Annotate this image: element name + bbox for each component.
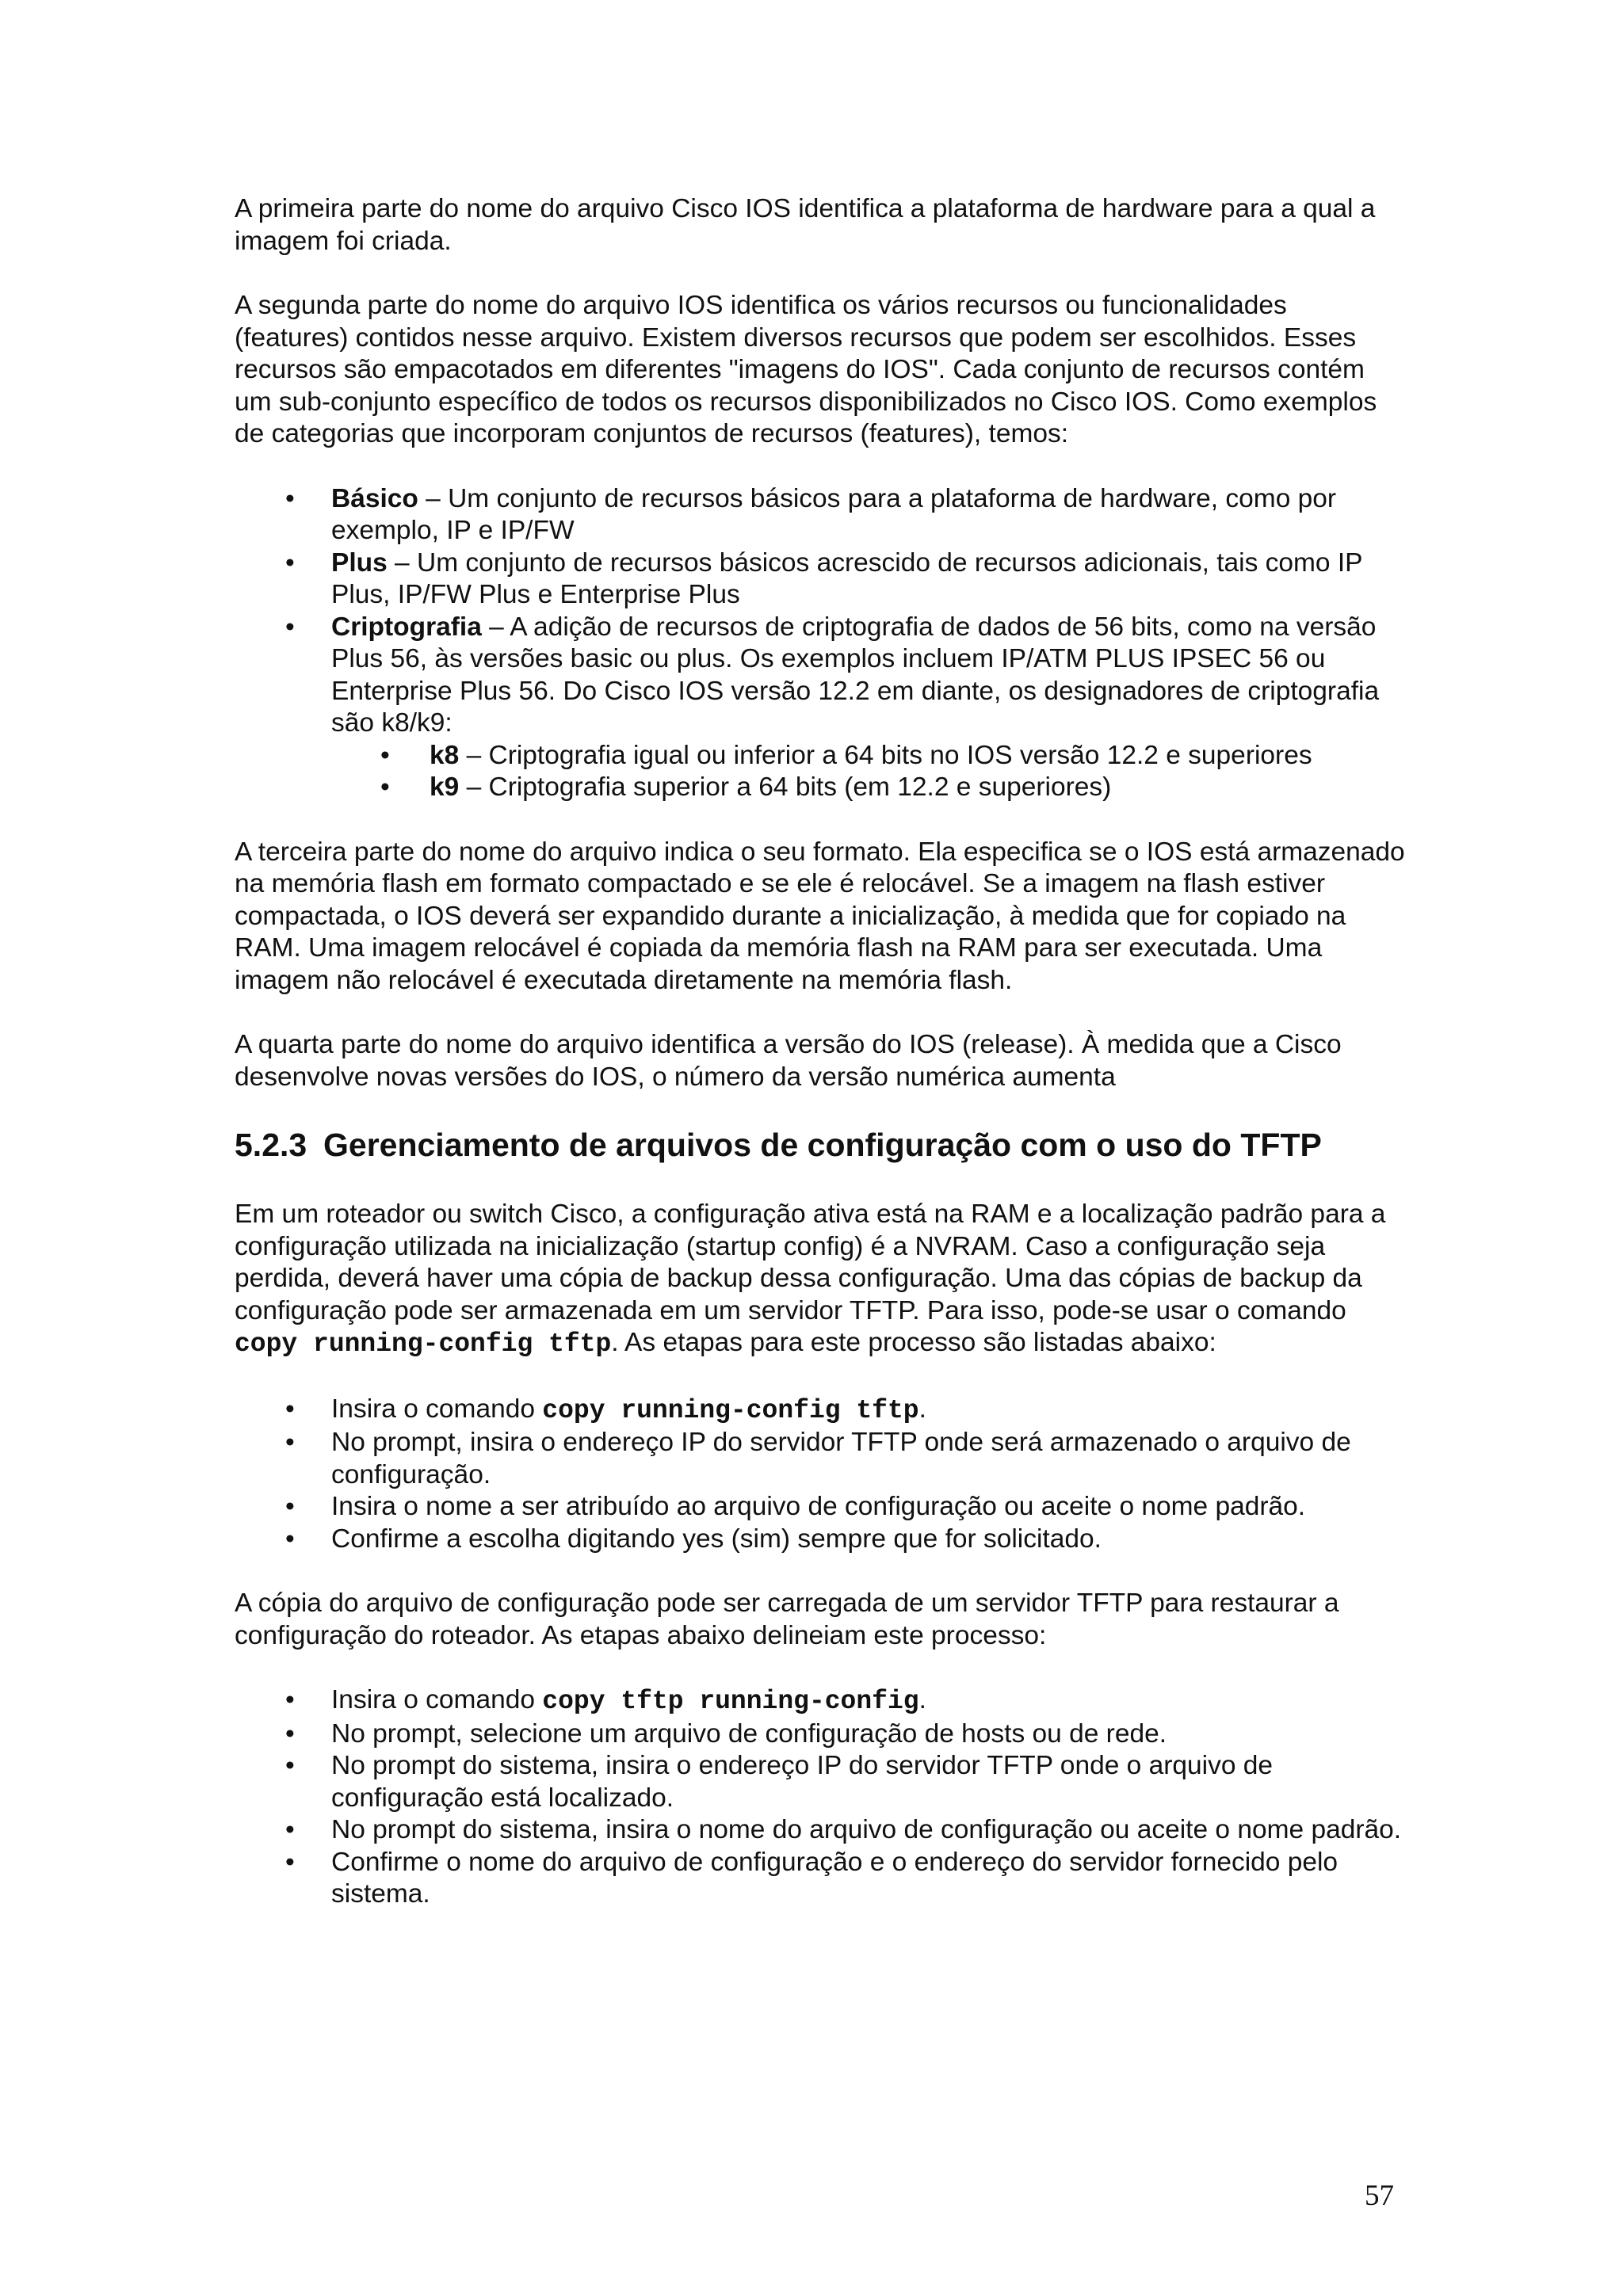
paragraph-version: A quarta parte do nome do arquivo identifica a versão do IOS (release). À medida que a Cisco desenvolve novas versões do IOS, o número da versão numérica aumenta <box>235 1030 1342 1092</box>
paragraph-text: . As etapas para este processo são listadas abaixo: <box>611 1328 1216 1357</box>
document-page <box>235 193 1407 1943</box>
section-heading <box>235 1126 1407 1164</box>
crypto-term: k8 <box>430 740 460 770</box>
command-code: copy running-config tftp <box>235 1329 612 1359</box>
command-code: copy running-config tftp <box>542 1395 919 1425</box>
section-number: 5.2.3 <box>235 1127 307 1163</box>
paragraph-format: A terceira parte do nome do arquivo indica o seu formato. Ela especifica se o IOS está armazenado na memória flash em formato compactado e se ele é relocável. Se a imagem na flash estiver compactada, o IOS deverá ser expandido durante a inicialização, à medida que for copiado na RAM. Uma imagem relocável é copiada da memória flash na RAM para ser executada. Uma imagem não relocável é executada diretamente na memória flash. <box>235 837 1405 995</box>
step-text: Insira o comando <box>331 1685 543 1714</box>
step-text: . <box>918 1394 926 1424</box>
backup-step-2: • No prompt, insira o endereço IP do servidor TFTP onde será armazenado o arquivo de configuração. <box>235 1427 1407 1491</box>
restore-step-3: • No prompt do sistema, insira o endereço IP do servidor TFTP onde o arquivo de configuração está localizado. <box>235 1750 1407 1814</box>
paragraph-platform: A primeira parte do nome do arquivo Cisco IOS identifica a plataforma de hardware para a qual a imagem foi criada. <box>235 194 1376 256</box>
crypto-description: – Criptografia igual ou inferior a 64 bits no IOS versão 12.2 e superiores <box>459 740 1312 770</box>
backup-steps-list <box>235 1394 1407 1556</box>
backup-step-4: • Confirme a escolha digitando yes (sim) sempre que for solicitado. <box>235 1524 1407 1556</box>
step-text: Insira o comando <box>331 1394 543 1424</box>
restore-steps-list <box>235 1684 1407 1911</box>
feature-description: – A adição de recursos de criptografia de dados de 56 bits, como na versão Plus 56, às versões basic ou plus. Os exemplos incluem IP/ATM PLUS IPSEC 56 ou Enterprise Plus 56. Do Cisco IOS versão 12.2 em diante, os designadores de criptografia são k8/k9: <box>331 612 1380 738</box>
paragraph-features: A segunda parte do nome do arquivo IOS identifica os vários recursos ou funcionalidades (features) contidos nesse arquivo. Existem diversos recursos que podem ser escolhidos. Esses recursos são empacotados em diferentes "imagens do IOS". Cada conjunto de recursos contém um sub-conjunto específico de todos os recursos disponibilizados no Cisco IOS. Como exemplos de categorias que incorporam conjuntos de recursos (features), temos: <box>235 291 1377 448</box>
feature-term: Plus <box>331 547 388 578</box>
crypto-item-k8 <box>331 740 1407 772</box>
restore-step-2: • No prompt, selecione um arquivo de configuração de hosts ou de rede. <box>235 1718 1407 1751</box>
feature-item-plus <box>235 547 1407 612</box>
feature-item-criptografia <box>235 612 1407 804</box>
feature-term: Básico <box>331 483 418 513</box>
paragraph-backup <box>235 1199 1407 1361</box>
crypto-term: k9 <box>430 772 460 802</box>
feature-item-basico <box>235 483 1407 547</box>
command-code: copy tftp running-config <box>542 1687 919 1716</box>
feature-description: – Um conjunto de recursos básicos acrescido de recursos adicionais, tais como IP Plus, IP/FW Plus e Enterprise Plus <box>331 547 1362 609</box>
crypto-description: – Criptografia superior a 64 bits (em 12.2 e superiores) <box>459 772 1112 802</box>
step-text: . <box>918 1685 926 1714</box>
feature-list <box>235 483 1407 804</box>
crypto-designator-list <box>331 740 1407 804</box>
feature-description: – Um conjunto de recursos básicos para a plataforma de hardware, como por exemplo, IP e IP/FW <box>331 483 1337 545</box>
backup-step-1 <box>235 1394 1407 1428</box>
feature-term: Criptografia <box>331 612 482 642</box>
crypto-item-k9 <box>331 772 1407 804</box>
restore-step-1 <box>235 1684 1407 1718</box>
backup-step-3: • Insira o nome a ser atribuído ao arquivo de configuração ou aceite o nome padrão. <box>235 1491 1407 1524</box>
page-number: 57 <box>1365 2180 1394 2212</box>
restore-step-4: • No prompt do sistema, insira o nome do arquivo de configuração ou aceite o nome padrão. <box>235 1814 1407 1847</box>
paragraph-restore: A cópia do arquivo de configuração pode ser carregada de um servidor TFTP para restaurar a configuração do roteador. As etapas abaixo delineiam este processo: <box>235 1589 1339 1650</box>
paragraph-text: Em um roteador ou switch Cisco, a configuração ativa está na RAM e a localização padrão para a configuração utilizada na inicialização (startup config) é a NVRAM. Caso a configuração seja perdida, deverá haver uma cópia de backup dessa configuração. Uma das cópias de backup da configuração pode ser armazenada em um servidor TFTP. Para isso, pode-se usar o comando <box>235 1199 1386 1325</box>
section-title: Gerenciamento de arquivos de configuração com o uso do TFTP <box>323 1127 1322 1163</box>
restore-step-5: • Confirme o nome do arquivo de configuração e o endereço do servidor fornecido pelo sistema. <box>235 1847 1407 1911</box>
